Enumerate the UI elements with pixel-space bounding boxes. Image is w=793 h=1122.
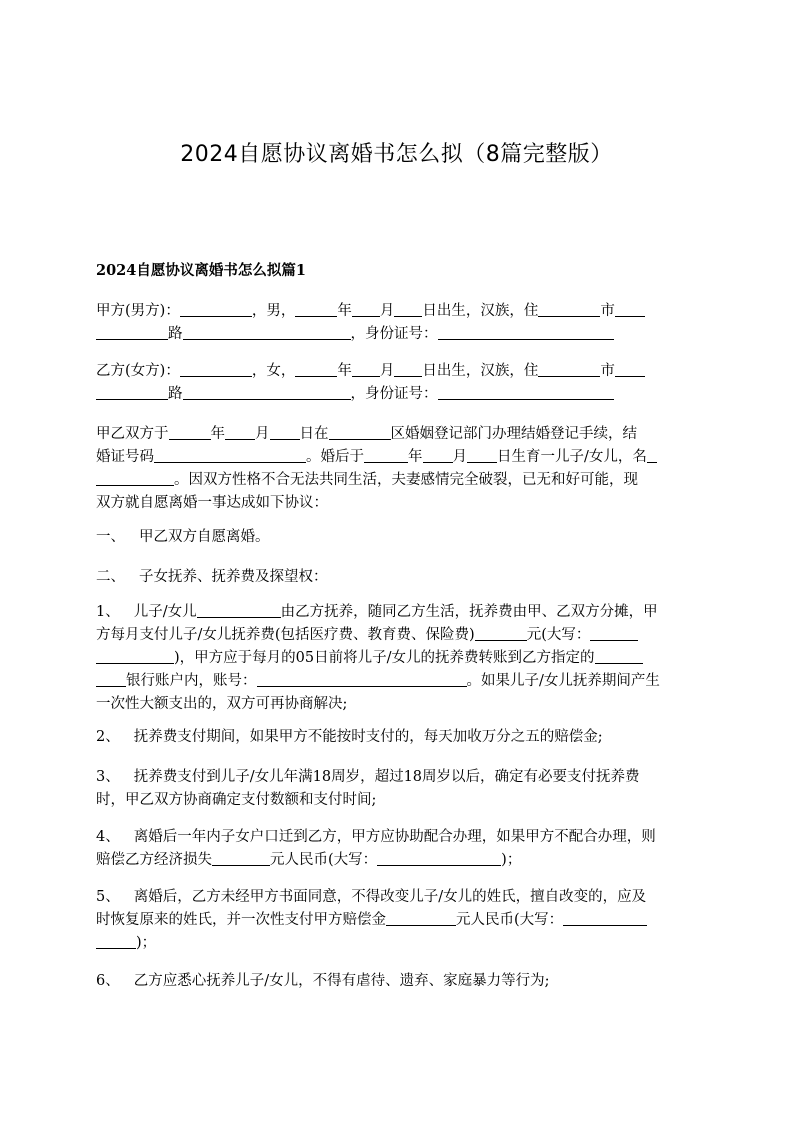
month-blank [352, 361, 380, 377]
marriage-paragraph: 甲乙双方于 年 月 日在 区婚姻登记部门办理结婚登记手续，结 婚证号码 。婚后于 年 月 日生育一儿子/女儿，名 。因双方性格不合无法共同生活，夫妻感情完全破裂，已无和好可能，现 双方就自愿离婚一事达成如下协议： [96, 423, 697, 515]
child-name-blank [197, 602, 281, 618]
amount-blank [386, 910, 456, 926]
month-blank [423, 447, 453, 463]
year-blank [364, 447, 408, 463]
year-blank [295, 361, 337, 377]
document-title: 2024自愿协议离婚书怎么拟（8篇完整版） [180, 142, 613, 167]
day-blank [394, 361, 422, 377]
id-number-blank [438, 324, 614, 340]
amount-words-blank [377, 850, 501, 866]
clause-4: 4、 离婚后一年内子女户口迁到乙方，甲方应协助配合办理，如果甲方不配合办理，则 赔偿乙方经济损失 元人民币(大写： )； [96, 829, 656, 868]
name-blank [180, 301, 252, 317]
child-name-blank [647, 447, 657, 463]
district-blank [615, 361, 645, 377]
year-blank [295, 301, 337, 317]
party-b-line-2: 路 ，身份证号： [96, 383, 697, 406]
item-2: 二、 子女抚养、抚养费及探望权： [96, 569, 328, 585]
street-blank [96, 384, 168, 400]
city-blank [538, 361, 600, 377]
amount-words-blank [563, 910, 647, 926]
day-blank [394, 301, 422, 317]
address-blank [183, 384, 351, 400]
item-1: 一、 甲乙双方自愿离婚。 [96, 529, 270, 545]
bank-blank [96, 671, 126, 687]
amount-words-blank [96, 648, 174, 664]
month-blank [225, 424, 255, 440]
street-blank [96, 324, 168, 340]
amount-blank [212, 850, 270, 866]
clause-5: 5、 离婚后，乙方未经甲方书面同意，不得改变儿子/女儿的姓氏，擅自改变的，应及 时恢复原来的姓氏，并一次性支付甲方赔偿金 元人民币(大写： )； [96, 889, 647, 951]
party-a-line-1: 甲方(男方)： ，男， 年 月 日出生，汉族，住 市 [96, 300, 697, 323]
amount-words-blank [96, 933, 136, 949]
party-b-line-1: 乙方(女方)： ，女， 年 月 日出生，汉族，住 市 [96, 360, 697, 383]
amount-blank [475, 625, 527, 641]
name-blank [180, 361, 252, 377]
party-a-block [96, 300, 697, 346]
city-blank [538, 301, 600, 317]
day-blank [270, 424, 300, 440]
clause-2: 2、 抚养费支付期间，如果甲方不能按时支付的，每天加收万分之五的赔偿金; [96, 729, 603, 745]
year-blank [169, 424, 211, 440]
clause-1: 1、 儿子/女儿 由乙方抚养，随同乙方生活，抚养费由甲、乙双方分摊，甲 方每月支付儿子/女儿抚养费(包括医疗费、教育费、保险费) 元(大写： )，甲方应于每月的05日前将儿子/女儿的抚养费转账到乙方指定的 银行账户内，账号： 。如果儿子/女儿抚养期间产生 一次性大额支出的，双方可再协商解决; [96, 604, 660, 712]
certificate-number-blank [154, 447, 306, 463]
child-name-blank [96, 470, 174, 486]
party-a-line-2: 路 ，身份证号： [96, 323, 697, 346]
party-b-block [96, 360, 697, 406]
clause-3: 3、 抚养费支付到儿子/女儿年满18周岁，超过18周岁以后，确定有必要支付抚养费 时，甲乙双方协商确定支付数额和支付时间; [96, 769, 640, 808]
address-blank [183, 324, 351, 340]
section-heading: 2024自愿协议离婚书怎么拟篇1 [96, 262, 306, 279]
amount-words-blank [590, 625, 638, 641]
district-blank [329, 424, 391, 440]
clause-6: 6、 乙方应悉心抚养儿子/女儿，不得有虐待、遗弃、家庭暴力等行为; [96, 973, 550, 989]
month-blank [352, 301, 380, 317]
day-blank [467, 447, 497, 463]
district-blank [615, 301, 645, 317]
bank-blank [595, 648, 643, 664]
account-number-blank [257, 671, 467, 687]
id-number-blank [438, 384, 614, 400]
